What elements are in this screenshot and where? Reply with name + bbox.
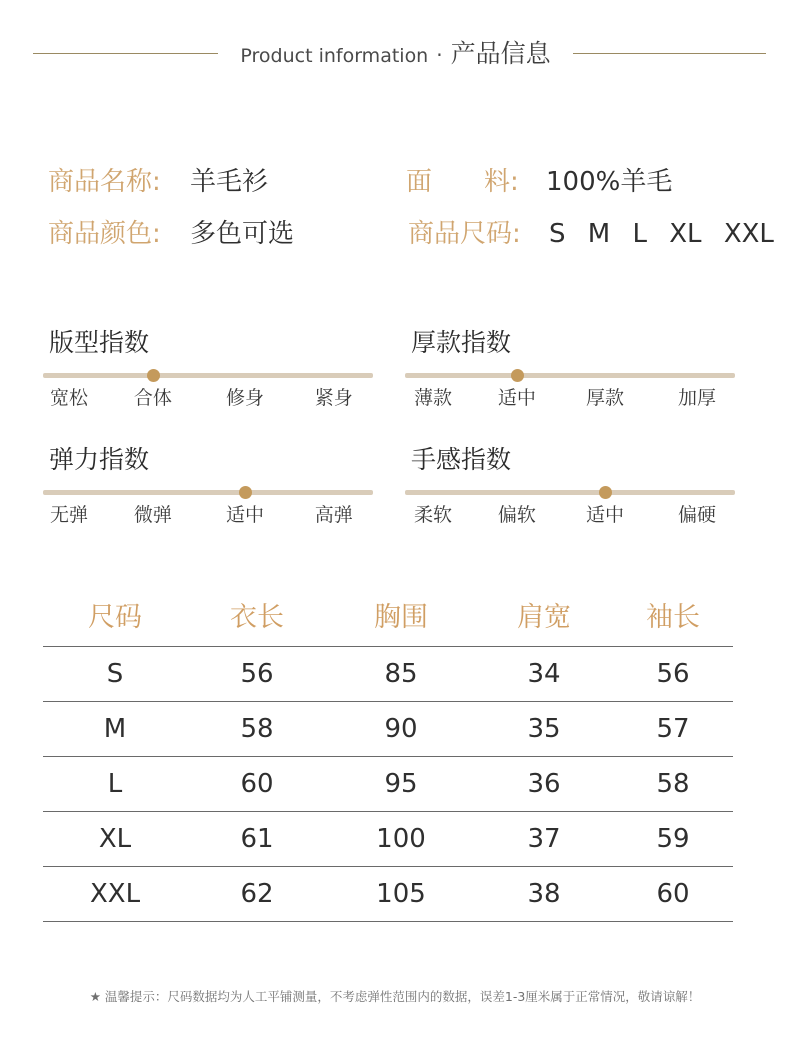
index-option: 微弹 <box>133 504 172 526</box>
table-header-cell: 尺码 <box>88 602 142 633</box>
index-options <box>43 500 373 526</box>
table-cell: 56 <box>656 659 690 689</box>
section-title-zh: 产品信息 <box>450 39 551 68</box>
color-label: 商品颜色: <box>48 219 161 249</box>
index-option: 柔软 <box>414 504 453 526</box>
table-cell: XXL <box>89 879 141 909</box>
size-value: L <box>632 219 647 249</box>
table-row <box>43 812 733 867</box>
index-title: 厚款指数 <box>411 328 512 357</box>
table-header-cell: 衣长 <box>230 602 284 633</box>
index-option: 加厚 <box>678 387 717 409</box>
elasticity-index <box>43 444 373 526</box>
size-label: 商品尺码: <box>408 219 521 249</box>
index-option: 紧身 <box>314 387 353 409</box>
table-cell: 37 <box>527 824 561 854</box>
table-header-cell: 肩宽 <box>517 602 571 633</box>
table-cell: 60 <box>240 769 274 799</box>
table-cell: 34 <box>527 659 561 689</box>
index-option: 无弹 <box>50 504 89 526</box>
header-divider-left <box>33 53 218 54</box>
table-cell: 61 <box>240 824 274 854</box>
size-value: XXL <box>723 219 774 249</box>
table-row <box>43 757 733 812</box>
index-marker <box>599 486 612 499</box>
table-cell: 60 <box>656 879 690 909</box>
index-option: 薄款 <box>414 387 453 409</box>
index-options <box>405 383 735 409</box>
index-title: 版型指数 <box>49 328 150 357</box>
size-note: ★ 温馨提示：尺码数据均为人工平铺测量，不考虑弹性范围内的数据，误差1-3厘米属于正常情况，敬请谅解！ <box>89 989 701 1004</box>
table-cell: 38 <box>527 879 561 909</box>
index-options <box>405 500 735 526</box>
index-bar <box>405 373 735 378</box>
index-option: 适中 <box>497 387 536 409</box>
index-option: 厚款 <box>585 387 624 409</box>
index-bar <box>43 373 373 378</box>
header-divider-right <box>573 53 766 54</box>
table-cell: 95 <box>384 769 418 799</box>
table-cell: 59 <box>656 824 690 854</box>
table-cell: 58 <box>656 769 690 799</box>
color-value: 多色可选 <box>190 219 295 249</box>
table-cell: L <box>107 769 123 799</box>
index-marker <box>239 486 252 499</box>
product-name-value: 羊毛衫 <box>190 167 269 197</box>
section-title-separator: · <box>436 43 443 67</box>
material-value: 100%羊毛 <box>546 167 673 197</box>
index-option: 偏软 <box>497 504 536 526</box>
index-option: 修身 <box>225 387 264 409</box>
index-options <box>43 383 373 409</box>
table-cell: 62 <box>240 879 274 909</box>
table-cell: S <box>106 659 124 689</box>
material-label: 面 料: <box>406 167 519 197</box>
index-bar <box>405 490 735 495</box>
size-table <box>43 590 733 922</box>
table-cell: 85 <box>384 659 418 689</box>
index-bar <box>43 490 373 495</box>
index-option: 合体 <box>133 387 172 409</box>
section-title-en: Product information <box>240 45 429 67</box>
table-row <box>43 702 733 757</box>
index-option: 偏硬 <box>678 504 717 526</box>
table-cell: 57 <box>656 714 690 744</box>
index-marker <box>147 369 160 382</box>
table-cell: 100 <box>376 824 426 854</box>
table-cell: 35 <box>527 714 561 744</box>
index-option: 宽松 <box>50 387 89 409</box>
table-header-cell: 胸围 <box>374 602 428 633</box>
index-option: 高弹 <box>314 504 353 526</box>
index-option: 适中 <box>585 504 624 526</box>
product-name-label: 商品名称: <box>48 167 161 197</box>
index-option: 适中 <box>225 504 264 526</box>
size-value: S <box>549 219 566 249</box>
table-header-cell: 袖长 <box>646 602 700 633</box>
index-title: 弹力指数 <box>49 445 150 474</box>
index-title: 手感指数 <box>411 445 512 474</box>
feel-index <box>405 444 735 526</box>
size-value: XL <box>669 219 702 249</box>
table-row <box>43 867 733 922</box>
table-cell: M <box>103 714 127 744</box>
table-header-row <box>43 590 733 647</box>
thickness-index <box>405 327 735 409</box>
table-cell: 105 <box>376 879 426 909</box>
table-cell: 90 <box>384 714 418 744</box>
section-title <box>218 40 573 70</box>
index-marker <box>511 369 524 382</box>
table-row <box>43 647 733 702</box>
size-value: M <box>587 219 611 249</box>
table-cell: 36 <box>527 769 561 799</box>
table-cell: 56 <box>240 659 274 689</box>
table-cell: 58 <box>240 714 274 744</box>
fit-index <box>43 327 373 409</box>
table-cell: XL <box>98 824 132 854</box>
size-values <box>549 218 774 250</box>
